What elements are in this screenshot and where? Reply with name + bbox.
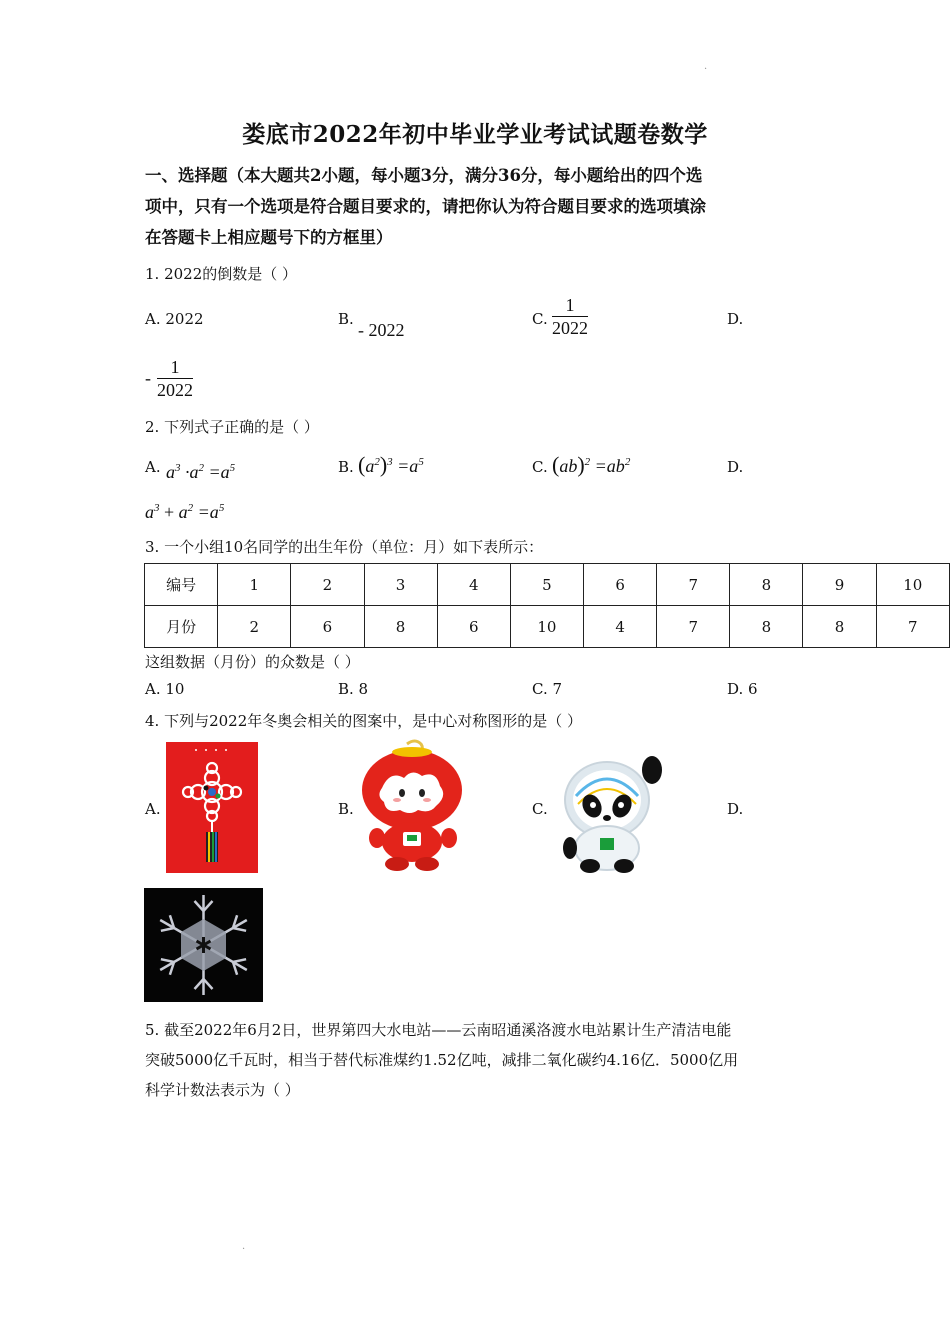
section-line-1: 一、选择题（本大题共2小题，每小题3分，满分36分，每小题给出的四个选 (145, 166, 703, 185)
table-cell: 3 (364, 564, 437, 606)
table-cell: 5 (510, 564, 583, 606)
q2-option-c-label: C. (532, 458, 548, 476)
q2-option-d-formula: $a^3 + a^2 =a^5$ (145, 502, 225, 522)
section-line-2: 项中，只有一个选项是符合题目要求的，请把你认为符合题目要求的选项填涂 (145, 197, 706, 216)
q5-line-3: 科学计数法表示为（ ） (145, 1081, 300, 1099)
q2-option-b-label: B. (338, 458, 354, 476)
q5-line-1: 5. 截至2022年6月2日，世界第四大水电站——云南昭通溪洛渡水电站累计生产清洁电能 (145, 1021, 732, 1039)
q1-option-d-label: D. (727, 310, 744, 328)
shuey-rhon-rhon-image (357, 738, 467, 874)
q2-option-a-label: A. (145, 458, 161, 476)
table-cell: 6 (437, 606, 510, 648)
q2-option-a-formula: $a^3 \cdot a^2 =a^5$ (166, 462, 236, 482)
table-cell: 9 (803, 564, 876, 606)
section-line-3: 在答题卡上相应题号下的方框里） (145, 228, 393, 247)
table-row (145, 564, 950, 606)
q3-option-a: A. 10 (145, 680, 185, 698)
q2-option-b-formula: $(a^2)^3 =a^5$ (358, 452, 424, 477)
table-cell: 10 (510, 606, 583, 648)
q1-option-c-label: C. (532, 310, 548, 328)
page-title: 娄底市2022年初中毕业学业考试试题卷数学 (242, 121, 708, 148)
q1-stem: 1. 2022的倒数是（ ） (145, 265, 298, 283)
q3-option-c: C. 7 (532, 680, 563, 698)
q3-option-b: B. 8 (338, 680, 369, 698)
table-cell: 8 (364, 606, 437, 648)
table-cell: 1 (218, 564, 291, 606)
q1-option-b-value: - 2022 (358, 320, 405, 340)
table-cell: 2 (218, 606, 291, 648)
negative-sign: - (145, 368, 151, 388)
table-cell: 8 (730, 606, 803, 648)
q2-stem: 2. 下列式子正确的是（ ） (145, 418, 319, 436)
table-cell: 4 (437, 564, 510, 606)
scan-dot: · (704, 64, 708, 75)
q3-stem: 3. 一个小组10名同学的出生年份（单位：月）如下表所示： (145, 538, 544, 556)
q2-option-d-label: D. (727, 458, 744, 476)
q1-option-c-fraction (552, 294, 588, 339)
q5-line-2: 突破5000亿千瓦时，相当于替代标准煤约1.52亿吨，减排二氧化碳约4.16亿．5000亿用 (145, 1051, 739, 1069)
q3-option-d: D. 6 (727, 680, 758, 698)
q4-option-b-label: B. (338, 800, 354, 818)
table-cell: 7 (876, 606, 949, 648)
q4-option-d-label: D. (727, 800, 744, 818)
fraction-denominator: 2022 (157, 380, 193, 400)
scan-dot: · (242, 1244, 246, 1255)
table-cell: 6 (291, 606, 364, 648)
table-header-cell: 月份 (145, 606, 218, 648)
q2-option-c-formula: $(ab)^2 =ab^2$ (552, 452, 631, 477)
section-heading (145, 160, 815, 253)
q1-option-a: A. 2022 (145, 310, 204, 328)
q3-question: 这组数据（月份）的众数是（ ） (145, 653, 360, 671)
table-cell: 8 (730, 564, 803, 606)
q3-data-table (144, 563, 950, 648)
snowflake-image (144, 888, 263, 1002)
table-row (145, 606, 950, 648)
q4-stem: 4. 下列与2022年冬奥会相关的图案中，是中心对称图形的是（ ） (145, 712, 583, 730)
q4-option-c-label: C. (532, 800, 548, 818)
table-header-cell: 编号 (145, 564, 218, 606)
fraction-denominator: 2022 (552, 318, 588, 338)
table-cell: 8 (803, 606, 876, 648)
bing-dwen-dwen-image (552, 752, 670, 874)
table-cell: 4 (584, 606, 657, 648)
chinese-knot-image (166, 742, 258, 873)
table-cell: 6 (584, 564, 657, 606)
q1-option-b-label: B. (338, 310, 354, 328)
fraction-numerator: 1 (565, 295, 575, 315)
table-cell: 7 (657, 606, 730, 648)
table-cell: 10 (876, 564, 949, 606)
q5-stem (145, 1015, 738, 1105)
table-cell: 7 (657, 564, 730, 606)
q1-option-d-fraction (145, 356, 193, 401)
fraction-numerator: 1 (170, 357, 180, 377)
q4-option-a-label: A. (145, 800, 161, 818)
table-cell: 2 (291, 564, 364, 606)
